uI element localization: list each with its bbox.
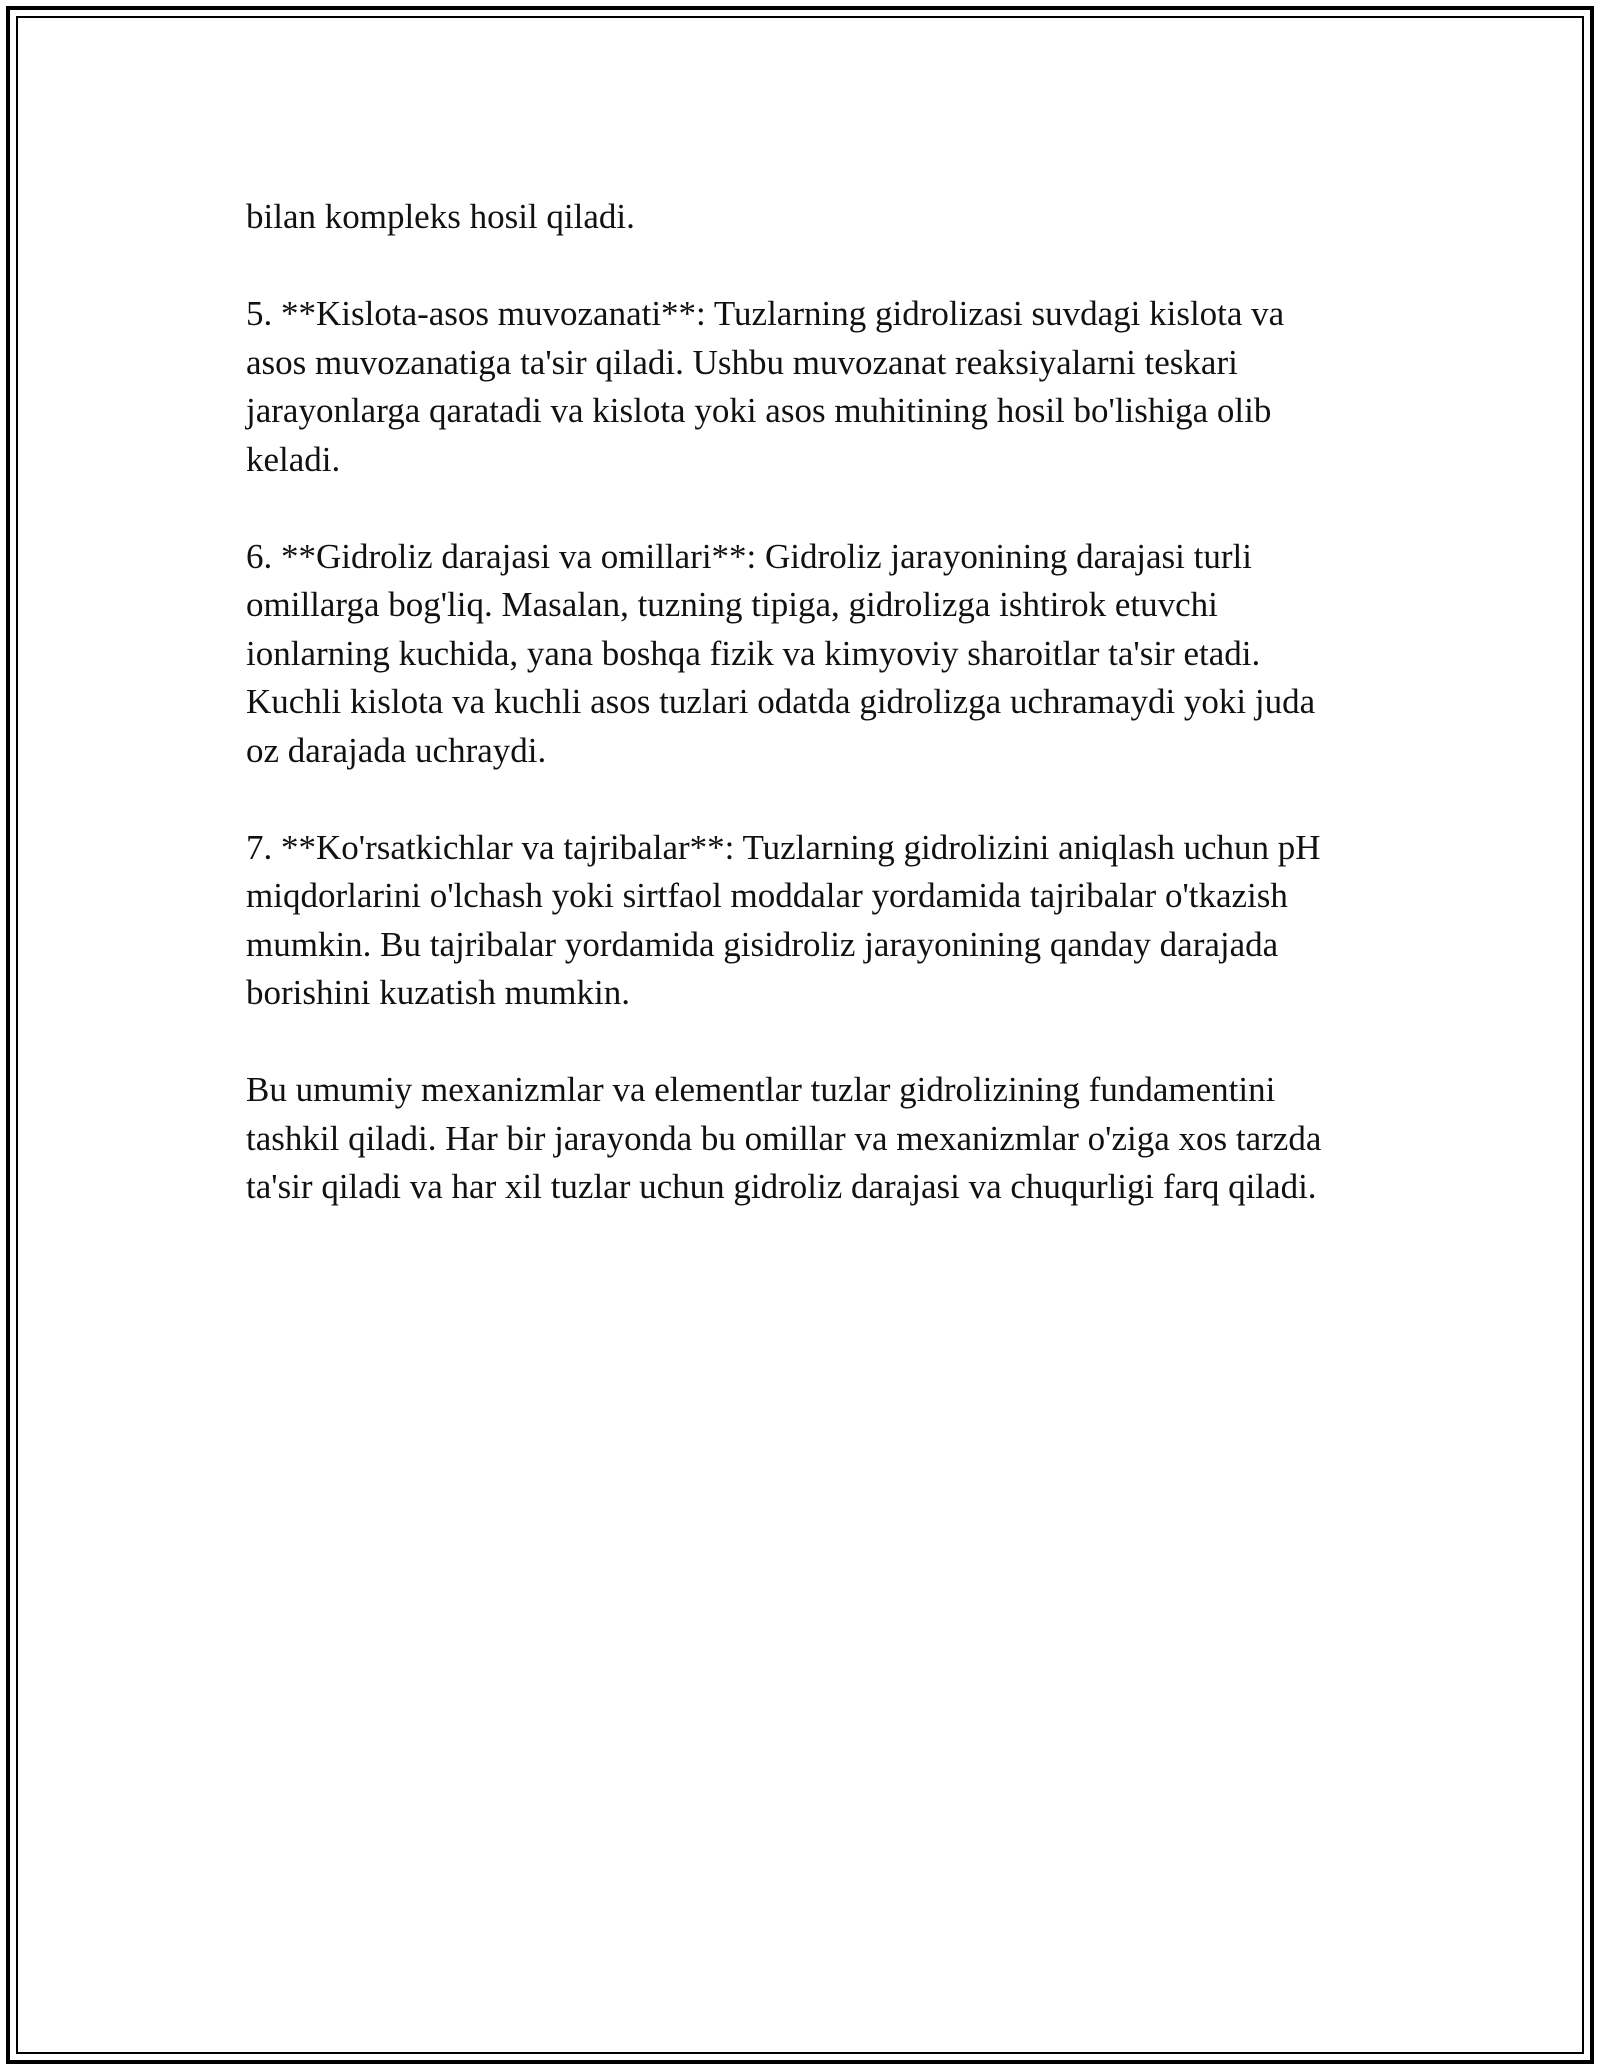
paragraph-item-7: [246, 824, 1386, 1018]
text-line: omillarga bog'liq. Masalan, tuzning tipiga, gidrolizga ishtirok etuvchi: [246, 585, 1218, 624]
document-body: [246, 193, 1386, 1260]
paragraph-item-5: [246, 290, 1386, 484]
text-line: ta'sir qiladi va har xil tuzlar uchun gidroliz darajasi va chuqurligi farq qiladi.: [246, 1167, 1317, 1206]
text-line: 7. **Ko'rsatkichlar va tajribalar**: Tuzlarning gidrolizini aniqlash uchun pH: [246, 827, 1321, 867]
text-line: miqdorlarini o'lchash yoki sirtfaol moddalar yordamida tajribalar o'tkazish: [246, 876, 1288, 915]
paragraph-summary: [246, 1066, 1386, 1212]
text-line: ionlarning kuchida, yana boshqa fizik va kimyoviy sharoitlar ta'sir etadi.: [246, 633, 1261, 673]
text-line: asos muvozanatiga ta'sir qiladi. Ushbu muvozanat reaksiyalarni teskari: [246, 342, 1238, 382]
text-line: tashkil qiladi. Har bir jarayonda bu omillar va mexanizmlar o'ziga xos tarzda: [246, 1118, 1322, 1158]
text-line: jarayonlarga qaratadi va kislota yoki asos muhitining hosil bo'lishiga olib: [246, 391, 1272, 430]
text-line: 5. **Kislota-asos muvozanati**: Tuzlarning gidrolizasi suvdagi kislota va: [246, 294, 1285, 333]
text-line: Bu umumiy mexanizmlar va elementlar tuzlar gidrolizining fundamentini: [246, 1070, 1276, 1109]
text-line: bilan kompleks hosil qiladi.: [246, 197, 635, 236]
text-line: 6. **Gidroliz darajasi va omillari**: Gidroliz jarayonining darajasi turli: [246, 536, 1252, 576]
text-line: keladi.: [246, 439, 341, 479]
text-line: mumkin. Bu tajribalar yordamida gisidroliz jarayonining qanday darajada: [246, 924, 1279, 964]
paragraph-continuation: [246, 193, 1386, 242]
text-line: oz darajada uchraydi.: [246, 730, 547, 770]
page-frame: [6, 6, 1594, 2064]
paragraph-item-6: [246, 533, 1386, 776]
text-line: borishini kuzatish mumkin.: [246, 973, 631, 1012]
text-line: Kuchli kislota va kuchli asos tuzlari odatda gidrolizga uchramaydi yoki juda: [246, 682, 1316, 721]
